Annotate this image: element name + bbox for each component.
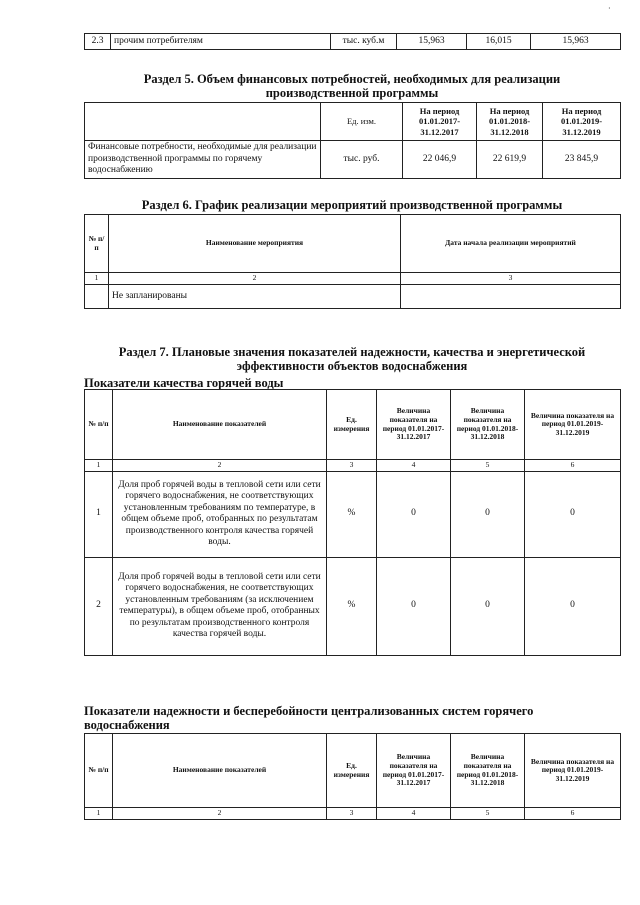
section6-header-num: № п/п — [85, 215, 109, 273]
quality-row2-num: 2 — [85, 557, 113, 655]
section6-index-2: 2 — [109, 273, 401, 285]
section6-index-3: 3 — [401, 273, 621, 285]
quality-row1-num: 1 — [85, 471, 113, 557]
section5-value-2019: 23 845,9 — [543, 141, 621, 179]
reliability-index-3: 3 — [327, 808, 377, 820]
section5-header-2018: На период 01.01.2018-31.12.2018 — [477, 103, 543, 141]
table-row — [85, 471, 621, 557]
quality-subtitle: Показатели качества горячей воды — [84, 376, 284, 390]
section6-index-1: 1 — [85, 273, 109, 285]
reliability-index-1: 1 — [85, 808, 113, 820]
section5-title: Раздел 5. Объем финансовых потребностей, необходимых для реализации производственной программы — [143, 72, 561, 100]
quality-header-num: № п/п — [85, 390, 113, 460]
quality-index-1: 1 — [85, 460, 113, 472]
section5-header-unit: Ед. изм. — [321, 103, 403, 141]
reliability-subtitle: Показатели надежности и бесперебойности централизованных систем горячего водоснабжения — [84, 704, 534, 732]
section5-header-empty — [85, 103, 321, 141]
section5-value-2018: 22 619,9 — [477, 141, 543, 179]
scan-mark: · — [608, 4, 611, 13]
reliability-header-num: № п/п — [85, 734, 113, 808]
quality-row1-2019: 0 — [525, 471, 621, 557]
quality-header-unit: Ед. измерения — [327, 390, 377, 460]
quality-row2-unit: % — [327, 557, 377, 655]
section5-row-name: Финансовые потребности, необходимые для реализации производственной программы по горячему водоснабжению — [85, 141, 321, 179]
row-unit: тыс. куб.м — [331, 34, 397, 50]
section5-header-2017: На период 01.01.2017-31.12.2017 — [403, 103, 477, 141]
reliability-index-4: 4 — [377, 808, 451, 820]
row-value-2018: 16,015 — [467, 34, 531, 50]
quality-header-name: Наименование показателей — [113, 390, 327, 460]
quality-row1-unit: % — [327, 471, 377, 557]
reliability-header-2017: Величина показателя на период 01.01.2017-31.12.2017 — [377, 734, 451, 808]
quality-row2-name: Доля проб горячей воды в тепловой сети или сети горячего водоснабжения, не соответствующих установленным требованиям (за исключением температуры), в общем объеме проб, отобранных по результатам производственного контроля качества горячей воды. — [113, 557, 327, 655]
table-row — [85, 557, 621, 655]
reliability-index-6: 6 — [525, 808, 621, 820]
quality-index-5: 5 — [451, 460, 525, 472]
row-number: 2.3 — [85, 34, 111, 50]
section5-header-2019: На период 01.01.2019-31.12.2019 — [543, 103, 621, 141]
quality-row2-2019: 0 — [525, 557, 621, 655]
quality-index-6: 6 — [525, 460, 621, 472]
reliability-header-name: Наименование показателей — [113, 734, 327, 808]
reliability-index-5: 5 — [451, 808, 525, 820]
section6-title: Раздел 6. График реализации мероприятий производственной программы — [141, 198, 563, 212]
quality-index-2: 2 — [113, 460, 327, 472]
reliability-header-2018: Величина показателя на период 01.01.2018-31.12.2018 — [451, 734, 525, 808]
row-value-2017: 15,963 — [397, 34, 467, 50]
section6-row-num — [85, 285, 109, 309]
section5-table — [84, 102, 621, 179]
section5-row-unit: тыс. руб. — [321, 141, 403, 179]
reliability-table — [84, 733, 621, 820]
section6-row-name: Не запланированы — [109, 285, 401, 309]
section5-value-2017: 22 046,9 — [403, 141, 477, 179]
row-value-2019: 15,963 — [531, 34, 621, 50]
section6-header-date: Дата начала реализации мероприятий — [401, 215, 621, 273]
row-name: прочим потребителям — [111, 34, 331, 50]
quality-index-4: 4 — [377, 460, 451, 472]
top-row-table — [84, 33, 621, 50]
quality-row1-2018: 0 — [451, 471, 525, 557]
section7-title: Раздел 7. Плановые значения показателей надежности, качества и энергетической эффективности объектов водоснабжения — [118, 345, 586, 373]
section6-table — [84, 214, 621, 309]
reliability-header-2019: Величина показателя на период 01.01.2019-31.12.2019 — [525, 734, 621, 808]
quality-index-3: 3 — [327, 460, 377, 472]
quality-header-2019: Величина показателя на период 01.01.2019-31.12.2019 — [525, 390, 621, 460]
quality-header-2017: Величина показателя на период 01.01.2017-31.12.2017 — [377, 390, 451, 460]
quality-table — [84, 389, 621, 656]
reliability-index-2: 2 — [113, 808, 327, 820]
reliability-header-unit: Ед. измерения — [327, 734, 377, 808]
quality-row1-2017: 0 — [377, 471, 451, 557]
quality-row2-2018: 0 — [451, 557, 525, 655]
section6-row-date — [401, 285, 621, 309]
section6-header-name: Наименование мероприятия — [109, 215, 401, 273]
quality-row1-name: Доля проб горячей воды в тепловой сети или сети горячего водоснабжения, не соответствующих установленным требованиям по температуре, в общем объеме проб, отобранных по результатам производственного контроля качества горячей воды. — [113, 471, 327, 557]
quality-row2-2017: 0 — [377, 557, 451, 655]
quality-header-2018: Величина показателя на период 01.01.2018-31.12.2018 — [451, 390, 525, 460]
